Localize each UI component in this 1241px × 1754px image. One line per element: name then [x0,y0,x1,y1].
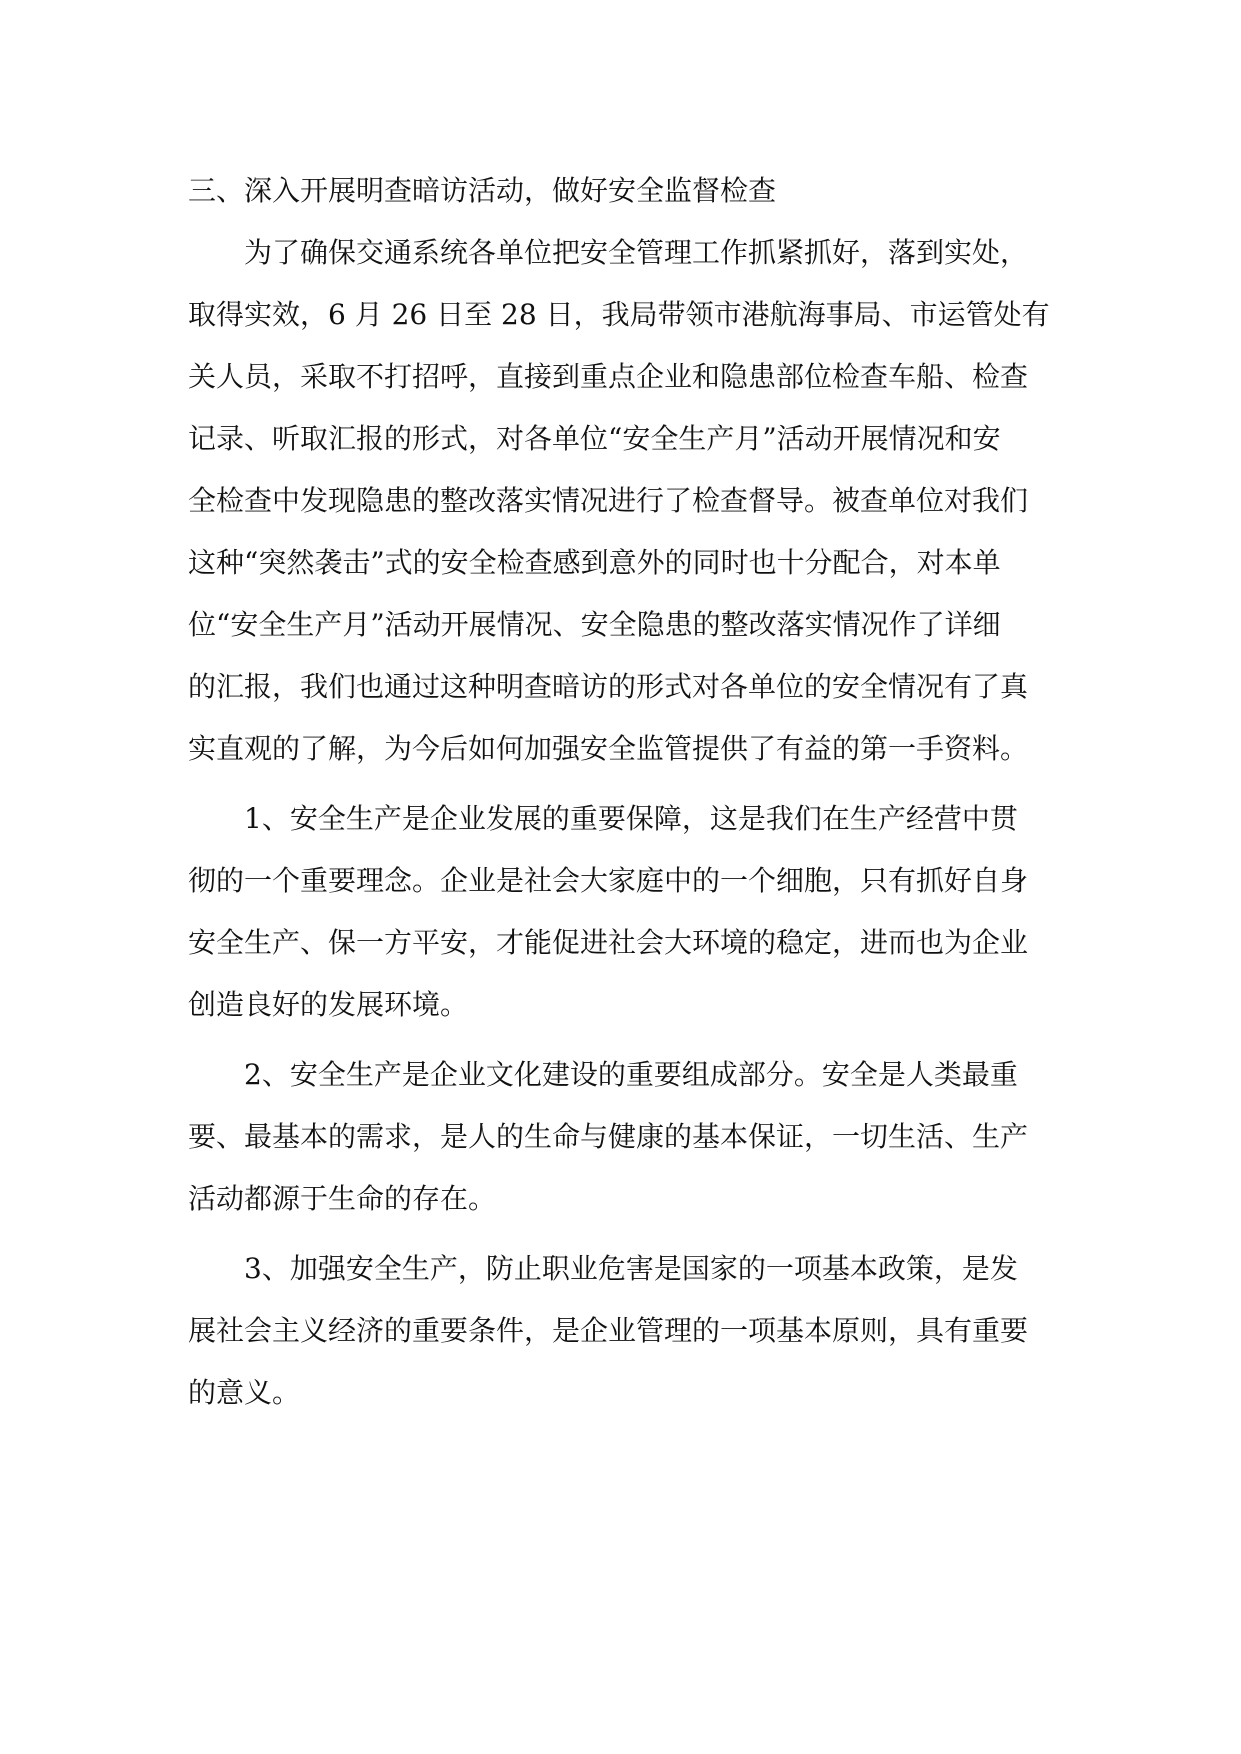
paragraph-line: 活动都源于生命的存在。 [188,1182,497,1215]
paragraph-line: 2、安全生产是企业文化建设的重要组成部分。安全是人类最重 [244,1058,1018,1091]
paragraph-line: 取得实效，6 月 26 日至 28 日，我局带领市港航海事局、市运管处有 [188,298,1050,331]
section-heading: 三、深入开展明查暗访活动，做好安全监督检查 [188,174,777,207]
paragraph-line: 展社会主义经济的重要条件，是企业管理的一项基本原则，具有重要 [188,1314,1029,1347]
paragraph-line: 创造良好的发展环境。 [188,988,469,1021]
document-body [188,160,1056,1424]
paragraph-line: 位“安全生产月”活动开展情况、安全隐患的整改落实情况作了详细 [188,608,1001,641]
paragraph-point-3 [188,1238,1056,1424]
paragraph-point-1 [188,788,1056,1036]
paragraph-line: 彻的一个重要理念。企业是社会大家庭中的一个细胞，只有抓好自身 [188,864,1029,897]
paragraph-line: 的意义。 [188,1376,301,1409]
paragraph-inspection [188,222,1056,780]
paragraph-line: 实直观的了解，为今后如何加强安全监管提供了有益的第一手资料。 [188,732,1029,765]
paragraph-line: 关人员，采取不打招呼，直接到重点企业和隐患部位检查车船、检查 [188,360,1029,393]
paragraph-line: 为了确保交通系统各单位把安全管理工作抓紧抓好，落到实处， [244,236,1029,269]
paragraph-point-2 [188,1044,1056,1230]
paragraph-line: 安全生产、保一方平安，才能促进社会大环境的稳定，进而也为企业 [188,926,1029,959]
paragraph-line: 要、最基本的需求，是人的生命与健康的基本保证，一切生活、生产 [188,1120,1029,1153]
paragraph-line: 的汇报，我们也通过这种明查暗访的形式对各单位的安全情况有了真 [188,670,1029,703]
paragraph-line: 1、安全生产是企业发展的重要保障，这是我们在生产经营中贯 [244,802,1018,835]
paragraph-line: 这种“突然袭击”式的安全检查感到意外的同时也十分配合，对本单 [188,546,1001,579]
paragraph-line: 记录、听取汇报的形式，对各单位“安全生产月”活动开展情况和安 [188,422,1001,455]
paragraph-line: 3、加强安全生产，防止职业危害是国家的一项基本政策，是发 [244,1252,1018,1285]
paragraph-line: 全检查中发现隐患的整改落实情况进行了检查督导。被查单位对我们 [188,484,1029,517]
